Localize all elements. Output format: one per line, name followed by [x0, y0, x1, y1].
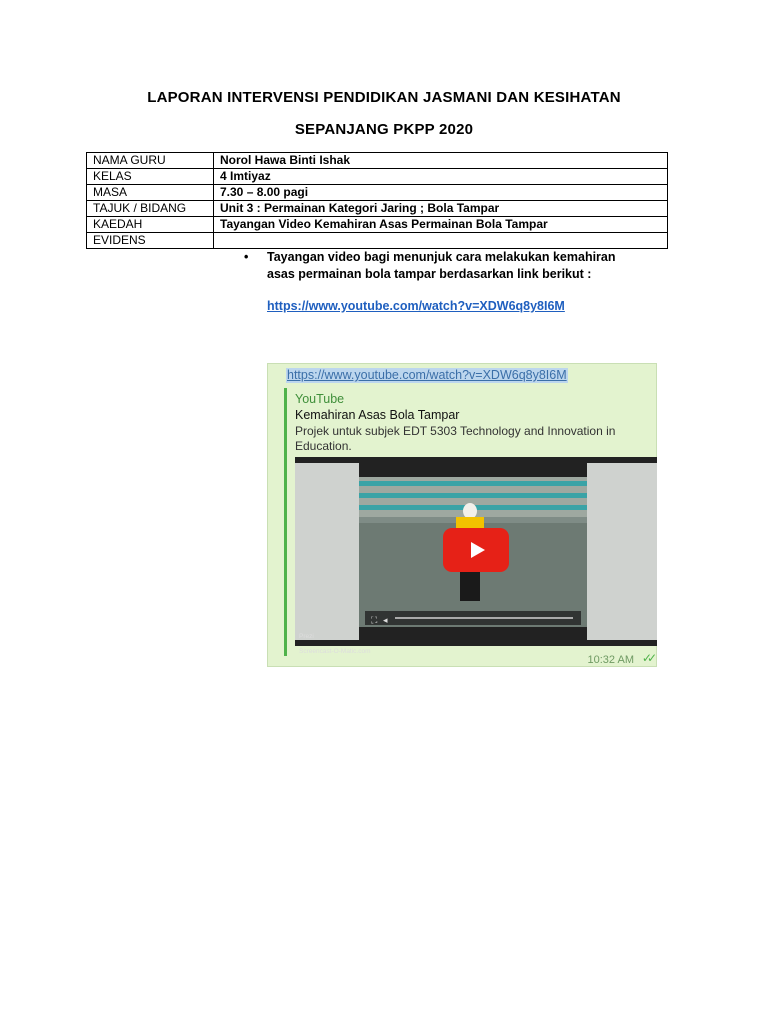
screenshot-url[interactable]: https://www.youtube.com/watch?v=XDW6q8y8I6M	[287, 368, 567, 382]
video-controls[interactable]	[365, 611, 581, 625]
row-label-evidens: EVIDENS	[87, 233, 214, 249]
youtube-link[interactable]: https://www.youtube.com/watch?v=XDW6q8y8I6M	[267, 299, 565, 313]
play-button[interactable]	[443, 528, 509, 572]
preview-source: YouTube	[295, 392, 345, 406]
video-thumbnail[interactable]	[295, 457, 657, 655]
row-label-tajuk: TAJUK / BIDANG	[87, 201, 214, 217]
report-subtitle: SEPANJANG PKPP 2020	[294, 121, 474, 138]
preview-title: Kemahiran Asas Bola Tampar	[295, 408, 460, 422]
table-row	[87, 153, 668, 169]
bullet-icon: •	[244, 250, 249, 264]
table-row	[87, 185, 668, 201]
row-label-kaedah: KAEDAH	[87, 217, 214, 233]
row-label-masa: MASA	[87, 185, 214, 201]
link-preview-card[interactable]	[284, 388, 657, 656]
row-value-kelas: 4 Imtiyaz	[214, 169, 668, 185]
row-label-kelas: KELAS	[87, 169, 214, 185]
prezi-watermark: Prezi Screencast-O-Matic.com	[299, 633, 371, 655]
row-value-masa: 7.30 – 8.00 pagi	[214, 185, 668, 201]
fullscreen-icon[interactable]: ⛶	[371, 615, 378, 625]
preview-description: Projek untuk subjek EDT 5303 Technology and Innovation in Education.	[295, 424, 616, 453]
row-value-nama-guru: Norol Hawa Binti Ishak	[214, 153, 668, 169]
row-value-kaedah: Tayangan Video Kemahiran Asas Permainan Bola Tampar	[214, 217, 668, 233]
table-row	[87, 217, 668, 233]
report-title: LAPORAN INTERVENSI PENDIDIKAN JASMANI DAN KESIHATAN	[147, 89, 621, 106]
table-row-evidens	[87, 233, 668, 249]
row-label-nama-guru: NAMA GURU	[87, 153, 214, 169]
video-side-panel	[295, 463, 359, 640]
evidence-cell	[214, 233, 668, 666]
report-table	[86, 152, 668, 666]
chat-screenshot	[267, 363, 657, 667]
table-row	[87, 201, 668, 217]
evidence-text: Tayangan video bagi menunjuk cara melakukan kemahiran asas permainan bola tampar berdasarkan link berikut :	[267, 250, 616, 281]
video-side-panel	[587, 463, 657, 640]
video-scene	[359, 477, 587, 627]
message-time: 10:32 AM	[587, 654, 634, 666]
evidence-bullet	[244, 249, 634, 283]
progress-bar[interactable]	[395, 617, 573, 619]
row-value-tajuk: Unit 3 : Permainan Kategori Jaring ; Bola Tampar	[214, 201, 668, 217]
table-row	[87, 169, 668, 185]
read-receipt-icon: ✓✓	[641, 651, 652, 665]
play-icon	[471, 542, 485, 558]
volume-icon[interactable]: ◂	[383, 615, 388, 625]
